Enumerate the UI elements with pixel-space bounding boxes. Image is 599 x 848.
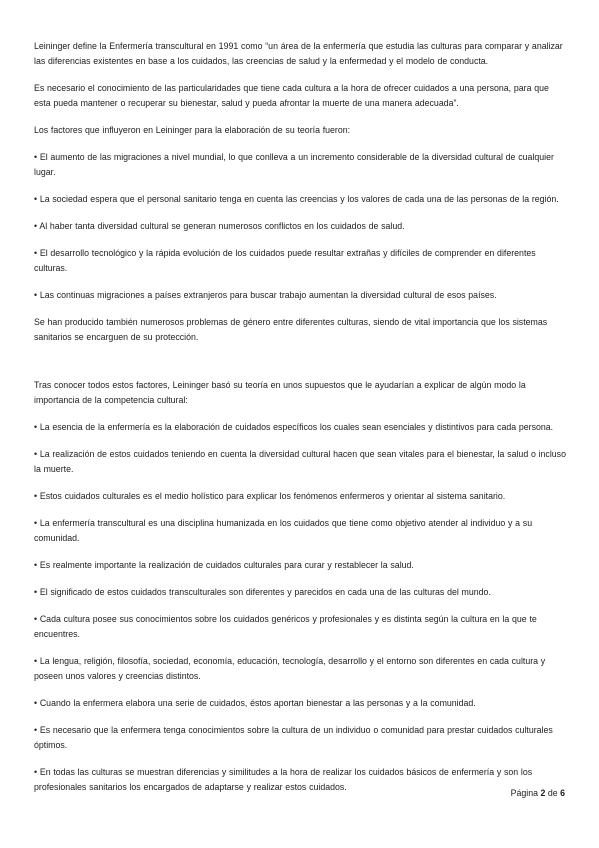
list-item: • Cuando la enfermera elabora una serie de cuidados, éstos aportan bienestar a las personas y a la comunidad. [34,698,476,708]
list-item: • En todas las culturas se muestran diferencias y similitudes a la hora de realizar los cuidados básicos de enfermería y son los profesionales sanitarios los encargados de adaptarse y realizar estos cuidados. [34,767,533,792]
list-item: • El desarrollo tecnológico y la rápida evolución de los cuidados puede resultar extrañas y difíciles de comprender en diferentes culturas. [34,248,536,273]
paragraph-assumptions-intro: Tras conocer todos estos factores, Leininger basó su teoría en unos supuestos que le ayudarían a explicar de algún modo la importancia de la competencia cultural: [34,380,526,405]
list-item: • La sociedad espera que el personal sanitario tenga en cuenta las creencias y los valores de cada una de las personas de la región. [34,194,559,204]
list-item: • El aumento de las migraciones a nivel mundial, lo que conlleva a un incremento considerable de la diversidad cultural de cualquier lugar. [34,152,554,177]
list-item: • El significado de estos cuidados transculturales son diferentes y parecidos en cada una de las culturas del mundo. [34,587,491,597]
paragraph-knowledge: Es necesario el conocimiento de las particularidades que tiene cada cultura a la hora de ofrecer cuidados a una persona, para que esta pueda mantener o recuperar su bienestar, salud y pueda afrontar la muerte de una manera adecuada”. [34,83,549,108]
list-item: • Es necesario que la enfermera tenga conocimientos sobre la cultura de un individuo o comunidad para prestar cuidados culturales óptimos. [34,725,553,750]
paragraph-factors-intro: Los factores que influyeron en Leininger para la elaboración de su teoría fueron: [34,125,351,135]
list-item: • Las continuas migraciones a países extranjeros para buscar trabajo aumentan la diversidad cultural de esos países. [34,290,497,300]
list-item: • La realización de estos cuidados teniendo en cuenta la diversidad cultural hacen que sean vitales para el bienestar, la salud o incluso la muerte. [34,449,566,474]
list-item: • Estos cuidados culturales es el medio holístico para explicar los fenómenos enfermeros y orientar al sistema sanitario. [34,491,506,501]
list-item: • La esencia de la enfermería es la elaboración de cuidados específicos los cuales sean esenciales y distintivos para cada persona. [34,422,554,432]
list-item: • La lengua, religión, filosofía, sociedad, economía, educación, tecnología, desarrollo y el entorno son diferentes en cada cultura y poseen unos valores y creencias distintos. [34,656,546,681]
list-item: • La enfermería transcultural es una disciplina humanizada en los cuidados que tiene como objetivo atender al individuo y a su comunidad. [34,518,533,543]
list-item: • Cada cultura posee sus conocimientos sobre los cuidados genéricos y profesionales y es distinta según la cultura en la que te encuentres. [34,614,537,639]
paragraph-gender-problems: Se han producido también numerosos problemas de género entre diferentes culturas, siendo de vital importancia que los sistemas sanitarios se encarguen de su protección. [34,317,548,342]
total-pages-number: 6 [560,788,565,798]
current-page-number: 2 [540,788,546,798]
page-separator: de [547,788,558,798]
page-body [34,39,566,795]
list-item: • Es realmente importante la realización de cuidados culturales para curar y restablecer la salud. [34,560,414,570]
page-label: Página [510,788,539,798]
page-number-footer [511,787,565,799]
paragraph-definition: Leininger define la Enfermería transcultural en 1991 como “un área de la enfermería que estudia las culturas para comparar y analizar las diferencias existentes en base a los cuidados, las creencias de salud y la enfermedad y el modelo de conducta. [34,41,563,66]
list-item: • Al haber tanta diversidad cultural se generan numerosos conflictos en los cuidados de salud. [34,221,405,231]
